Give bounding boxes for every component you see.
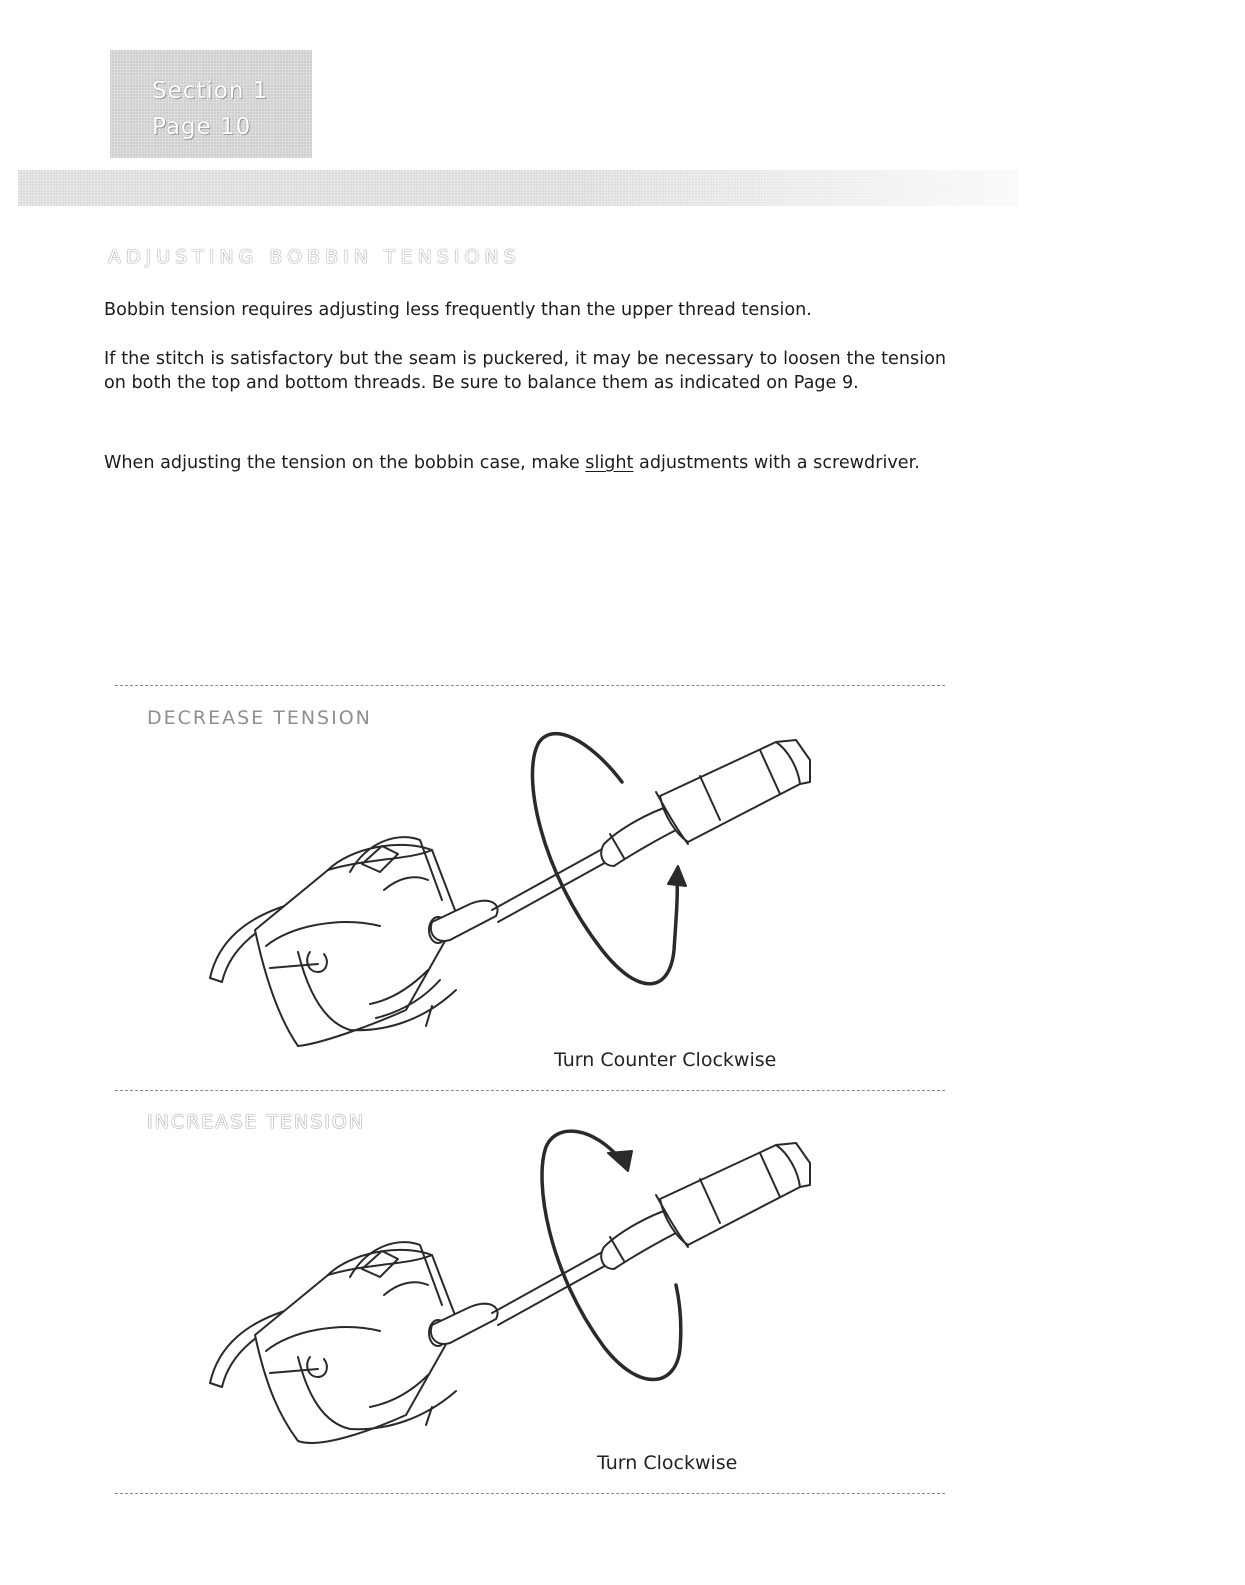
section-page-box bbox=[110, 50, 312, 158]
section-number: Section 1 bbox=[152, 78, 269, 104]
counter-clockwise-caption: Turn Counter Clockwise bbox=[554, 1049, 777, 1071]
paragraph-screwdriver bbox=[104, 451, 946, 475]
bobbin-case-icon bbox=[210, 837, 458, 1046]
decrease-tension-label: DECREASE TENSION bbox=[147, 707, 372, 729]
screwdriver-icon bbox=[431, 1143, 810, 1344]
paragraph-bobbin-tension: Bobbin tension requires adjusting less frequently than the upper thread tension. bbox=[104, 300, 812, 320]
page-number: Page 10 bbox=[152, 114, 252, 140]
screwdriver-icon bbox=[431, 740, 810, 941]
decrease-tension-illustration bbox=[200, 720, 850, 1060]
header-band bbox=[18, 170, 1018, 206]
page-heading: ADJUSTING BOBBIN TENSIONS bbox=[108, 246, 521, 268]
emphasis-slight: slight bbox=[585, 453, 634, 473]
paragraph-text-end: adjustments with a screwdriver. bbox=[633, 453, 920, 473]
clockwise-caption: Turn Clockwise bbox=[597, 1452, 738, 1474]
paragraph-puckered-seam: If the stitch is satisfactory but the seam is puckered, it may be necessary to loosen the tension on both the top and bottom threads. Be sure to balance them as indicated on Page 9. bbox=[104, 349, 946, 393]
bobbin-case-icon bbox=[210, 1242, 458, 1443]
increase-tension-label: INCREASE TENSION bbox=[147, 1111, 366, 1133]
divider-bottom bbox=[115, 1493, 945, 1494]
increase-tension-illustration bbox=[200, 1125, 850, 1445]
divider-top bbox=[115, 685, 945, 686]
paragraph-text-start: When adjusting the tension on the bobbin case, make bbox=[104, 453, 586, 473]
divider-middle bbox=[115, 1090, 945, 1091]
